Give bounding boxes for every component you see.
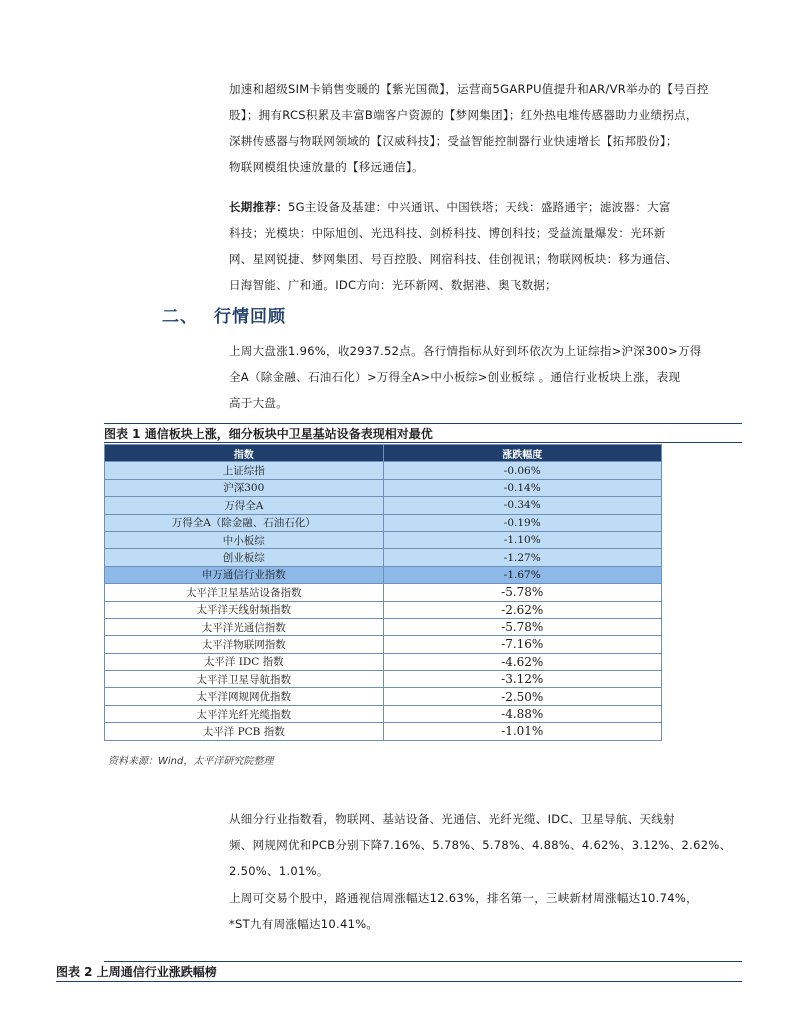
table-row	[105, 653, 662, 670]
figure2-top-rule	[104, 961, 742, 962]
market-line: 高于大盘。	[229, 396, 288, 410]
table-row	[105, 584, 662, 601]
table-row	[105, 566, 662, 583]
sub-index-line: 从细分行业指数看，物联网、基站设备、光通信、光纤光缆、IDC、卫星导航、天线射	[229, 812, 675, 826]
index-name: 上证综指	[105, 462, 384, 479]
index-name: 太平洋 IDC 指数	[105, 653, 384, 670]
table-row	[105, 688, 662, 705]
table-row	[105, 531, 662, 548]
long-term-line: 网、星网锐捷、梦网集团、号百控股、网宿科技、佳创视讯；物联网板块：移为通信、	[229, 252, 678, 266]
market-paragraph	[229, 338, 741, 416]
table-row	[105, 601, 662, 618]
stock-line: *ST九有周涨幅达10.41%。	[229, 917, 379, 931]
index-name: 万得全A（除金融、石油石化）	[105, 514, 384, 531]
long-term-line-text: 5G主设备及基建：中兴通讯、中国铁塔；天线：盛路通宇；滤波器：大富	[288, 200, 671, 214]
index-change: -0.34%	[383, 497, 662, 514]
index-name: 太平洋卫星导航指数	[105, 671, 384, 688]
index-change: -4.88%	[383, 705, 662, 722]
stock-line: 上周可交易个股中，路通视信周涨幅达12.63%，排名第一，三峡新材周涨幅达10.74%，	[229, 891, 698, 905]
table-row	[105, 462, 662, 479]
index-change: -0.14%	[383, 479, 662, 496]
index-name: 创业板综	[105, 549, 384, 566]
table-row	[105, 671, 662, 688]
figure2-caption: 图表 2 上周通信行业涨跌幅榜	[56, 965, 217, 979]
index-change: -5.78%	[383, 584, 662, 601]
section-title	[162, 302, 286, 327]
long-term-line: 日海智能、广和通。IDC方向：光环新网、数据港、奥飞数据；	[229, 278, 557, 292]
long-term-line	[229, 194, 741, 220]
index-name: 申万通信行业指数	[105, 566, 384, 583]
index-change: -2.62%	[383, 601, 662, 618]
section-heading: 行情回顾	[214, 307, 286, 327]
stock-paragraph	[229, 885, 741, 937]
intro-line: 股】；拥有RCS积累及丰富B端客户资源的【梦网集团】；红外热电堆传感器助力业绩拐点，	[229, 108, 698, 122]
index-name: 中小板综	[105, 531, 384, 548]
table-row	[105, 618, 662, 635]
table-row	[105, 514, 662, 531]
index-change: -3.12%	[383, 671, 662, 688]
index-change: -7.16%	[383, 636, 662, 653]
sub-index-line: 2.50%、1.01%。	[229, 864, 329, 878]
figure-bottom-rule	[104, 442, 742, 443]
index-change: -1.10%	[383, 531, 662, 548]
index-name: 太平洋 PCB 指数	[105, 723, 384, 740]
index-change: -0.06%	[383, 462, 662, 479]
sub-index-paragraph	[229, 806, 741, 884]
table-row	[105, 705, 662, 722]
table-row	[105, 549, 662, 566]
index-name: 太平洋光通信指数	[105, 618, 384, 635]
figure1-caption: 图表 1 通信板块上涨，细分板块中卫星基站设备表现相对最优	[104, 427, 433, 441]
index-change: -1.01%	[383, 723, 662, 740]
table-row	[105, 479, 662, 496]
index-name: 沪深300	[105, 479, 384, 496]
intro-paragraph	[229, 76, 741, 180]
index-change: -1.27%	[383, 549, 662, 566]
long-term-label: 长期推荐：	[229, 200, 288, 214]
table-row	[105, 636, 662, 653]
section-number: 二、	[162, 307, 198, 327]
index-change: -2.50%	[383, 688, 662, 705]
index-name: 太平洋网规网优指数	[105, 688, 384, 705]
market-line: 上周大盘涨1.96%，收2937.52点。各行情指标从好到坏依次为上证综指>沪深300>万得	[229, 344, 702, 358]
long-term-paragraph	[229, 194, 741, 298]
intro-line: 物联网模组快速放量的【移远通信】。	[229, 160, 424, 174]
figure1-source: 资料来源：Wind，太平洋研究院整理	[108, 756, 274, 767]
index-change: -0.19%	[383, 514, 662, 531]
table-row	[105, 723, 662, 740]
figure-top-rule	[104, 423, 742, 424]
header-index: 指数	[105, 445, 384, 462]
index-change: -5.78%	[383, 618, 662, 635]
sub-index-line: 频、网规网优和PCB分别下降7.16%、5.78%、5.78%、4.88%、4.62%、3.12%、2.62%、	[229, 838, 732, 852]
index-change: -1.67%	[383, 566, 662, 583]
intro-line: 深耕传感器与物联网领域的【汉威科技】；受益智能控制器行业快速增长【拓邦股份】；	[229, 134, 678, 148]
index-performance-table	[104, 444, 662, 741]
table-header-row	[105, 445, 662, 462]
index-name: 太平洋卫星基站设备指数	[105, 584, 384, 601]
intro-line: 加速和超级SIM卡销售变暖的【紫光国微】，运营商5GARPU值提升和AR/VR举办的【号百控	[229, 82, 709, 96]
index-name: 太平洋天线射频指数	[105, 601, 384, 618]
market-line: 全A（除金融、石油石化）>万得全A>中小板综>创业板综 。通信行业板块上涨，表现	[229, 370, 681, 384]
index-name: 太平洋光纤光缆指数	[105, 705, 384, 722]
figure2-bottom-rule	[56, 981, 742, 982]
table-row	[105, 497, 662, 514]
index-name: 万得全A	[105, 497, 384, 514]
index-change: -4.62%	[383, 653, 662, 670]
index-name: 太平洋物联网指数	[105, 636, 384, 653]
long-term-line: 科技；光模块：中际旭创、光迅科技、剑桥科技、博创科技；受益流量爆发：光环新	[229, 226, 666, 240]
header-change: 涨跌幅度	[383, 445, 662, 462]
